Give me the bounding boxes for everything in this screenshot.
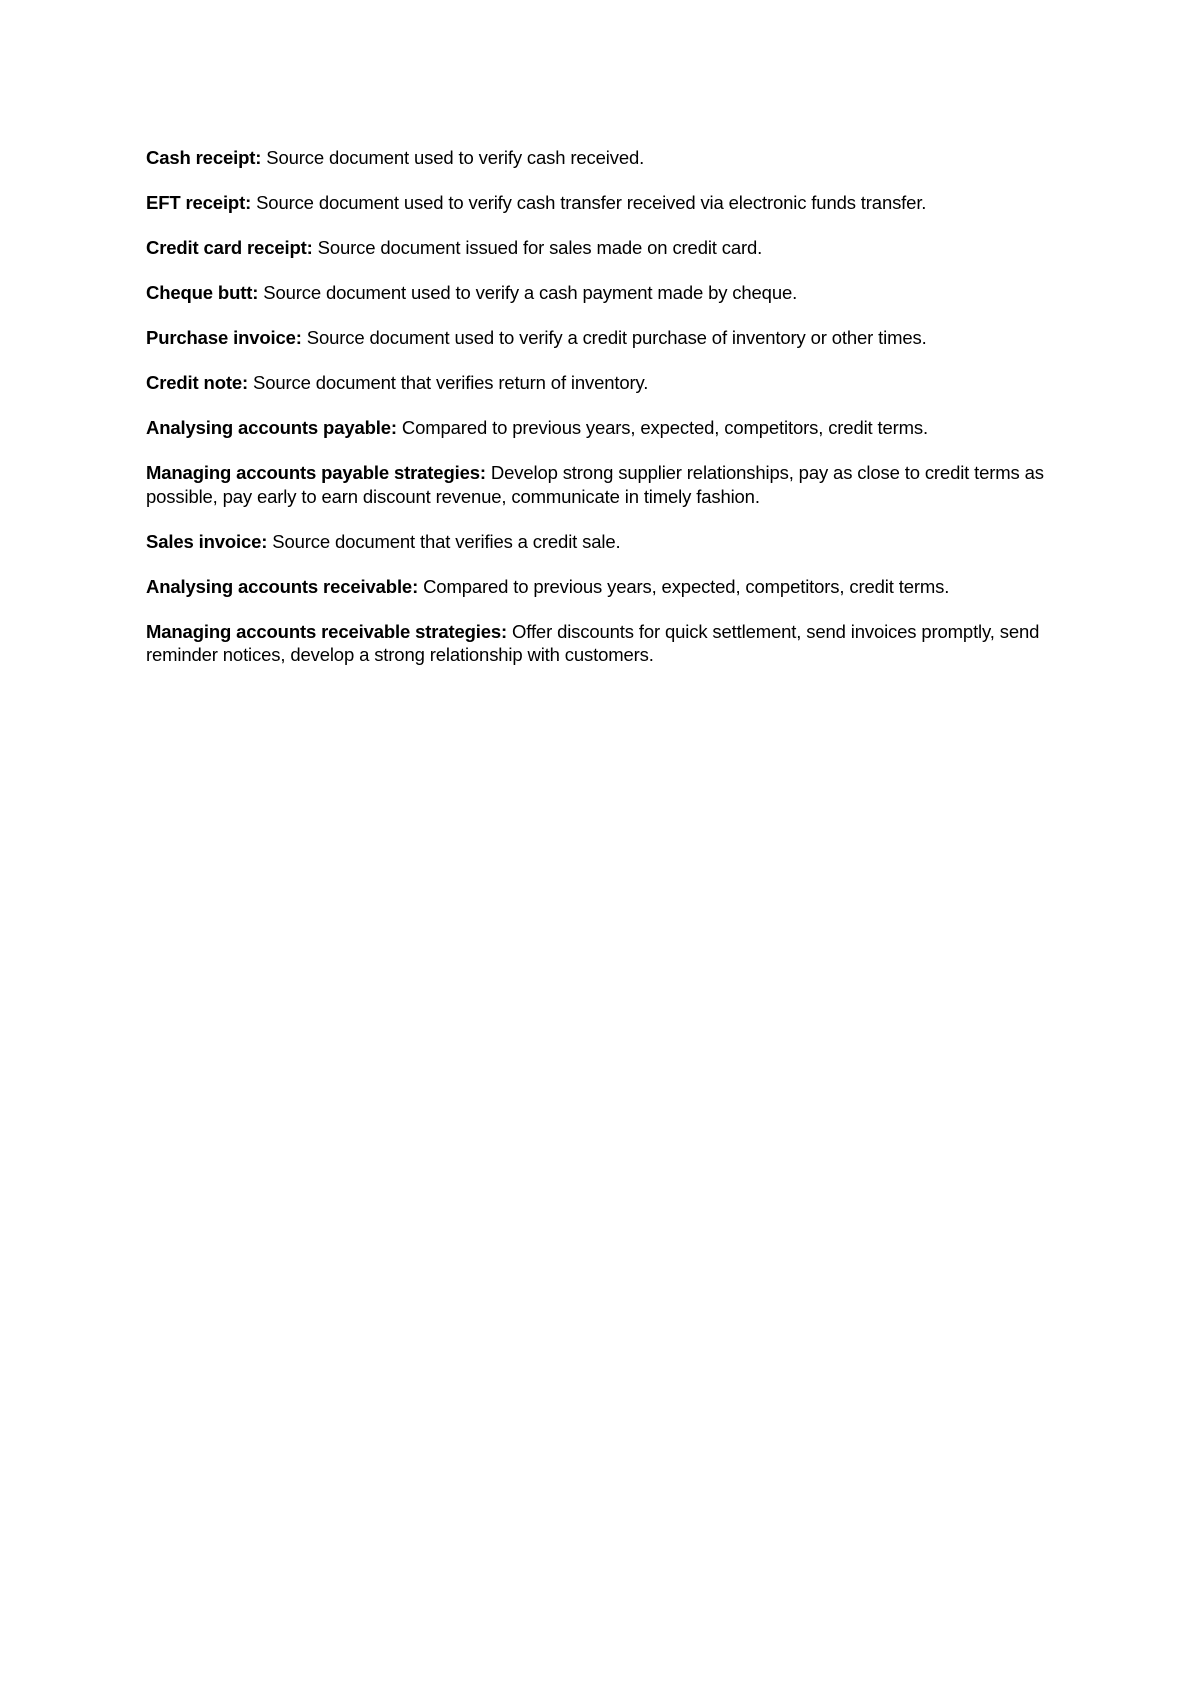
glossary-entry-eft-receipt (146, 191, 1046, 215)
glossary-term: Sales invoice: (146, 530, 268, 552)
glossary-term: Analysing accounts receivable: (146, 575, 419, 597)
glossary-entry-analysing-accounts-payable (146, 416, 1046, 440)
glossary-definition: Source document that verifies a credit sale. (272, 530, 621, 552)
glossary-term: Analysing accounts payable: (146, 417, 397, 438)
glossary-term: Purchase invoice: (146, 327, 302, 348)
glossary-definition: Develop strong supplier relationships, pay as close to credit terms as possible, pay early to earn discount revenue, communicate in timely fashion. (146, 462, 1044, 507)
glossary-term: Credit note: (146, 372, 249, 393)
glossary-definition: Source document used to verify cash transfer received via electronic funds transfer. (256, 192, 927, 213)
glossary-term: Managing accounts payable strategies: (146, 462, 486, 483)
glossary-term: Cash receipt: (146, 147, 262, 168)
glossary-list (146, 146, 1046, 667)
glossary-term: EFT receipt: (146, 192, 252, 213)
glossary-definition: Source document that verifies return of inventory. (253, 372, 649, 393)
glossary-definition: Compared to previous years, expected, competitors, credit terms. (423, 575, 950, 597)
glossary-entry-analysing-accounts-receivable (146, 575, 1046, 599)
glossary-term: Cheque butt: (146, 282, 259, 303)
glossary-definition: Source document issued for sales made on credit card. (317, 237, 763, 258)
glossary-definition: Compared to previous years, expected, competitors, credit terms. (401, 417, 929, 438)
glossary-term: Managing accounts receivable strategies: (146, 620, 508, 642)
glossary-definition: Source document used to verify cash received. (266, 147, 645, 168)
glossary-definition: Source document used to verify a credit purchase of inventory or other times. (306, 327, 927, 348)
glossary-entry-cash-receipt (146, 146, 1046, 170)
glossary-entry-managing-accounts-payable (146, 461, 1046, 508)
glossary-definition: Source document used to verify a cash payment made by cheque. (263, 282, 798, 303)
glossary-entry-credit-note (146, 371, 1046, 395)
glossary-entry-credit-card-receipt (146, 236, 1046, 260)
glossary-entry-purchase-invoice (146, 326, 1046, 350)
glossary-entry-cheque-butt (146, 281, 1046, 305)
glossary-entry-managing-accounts-receivable (146, 620, 1046, 667)
glossary-entry-sales-invoice (146, 530, 1046, 554)
glossary-term: Credit card receipt: (146, 237, 313, 258)
glossary-definition: Offer discounts for quick settlement, send invoices promptly, send reminder notices, develop a strong relationship with customers. (146, 620, 1040, 665)
